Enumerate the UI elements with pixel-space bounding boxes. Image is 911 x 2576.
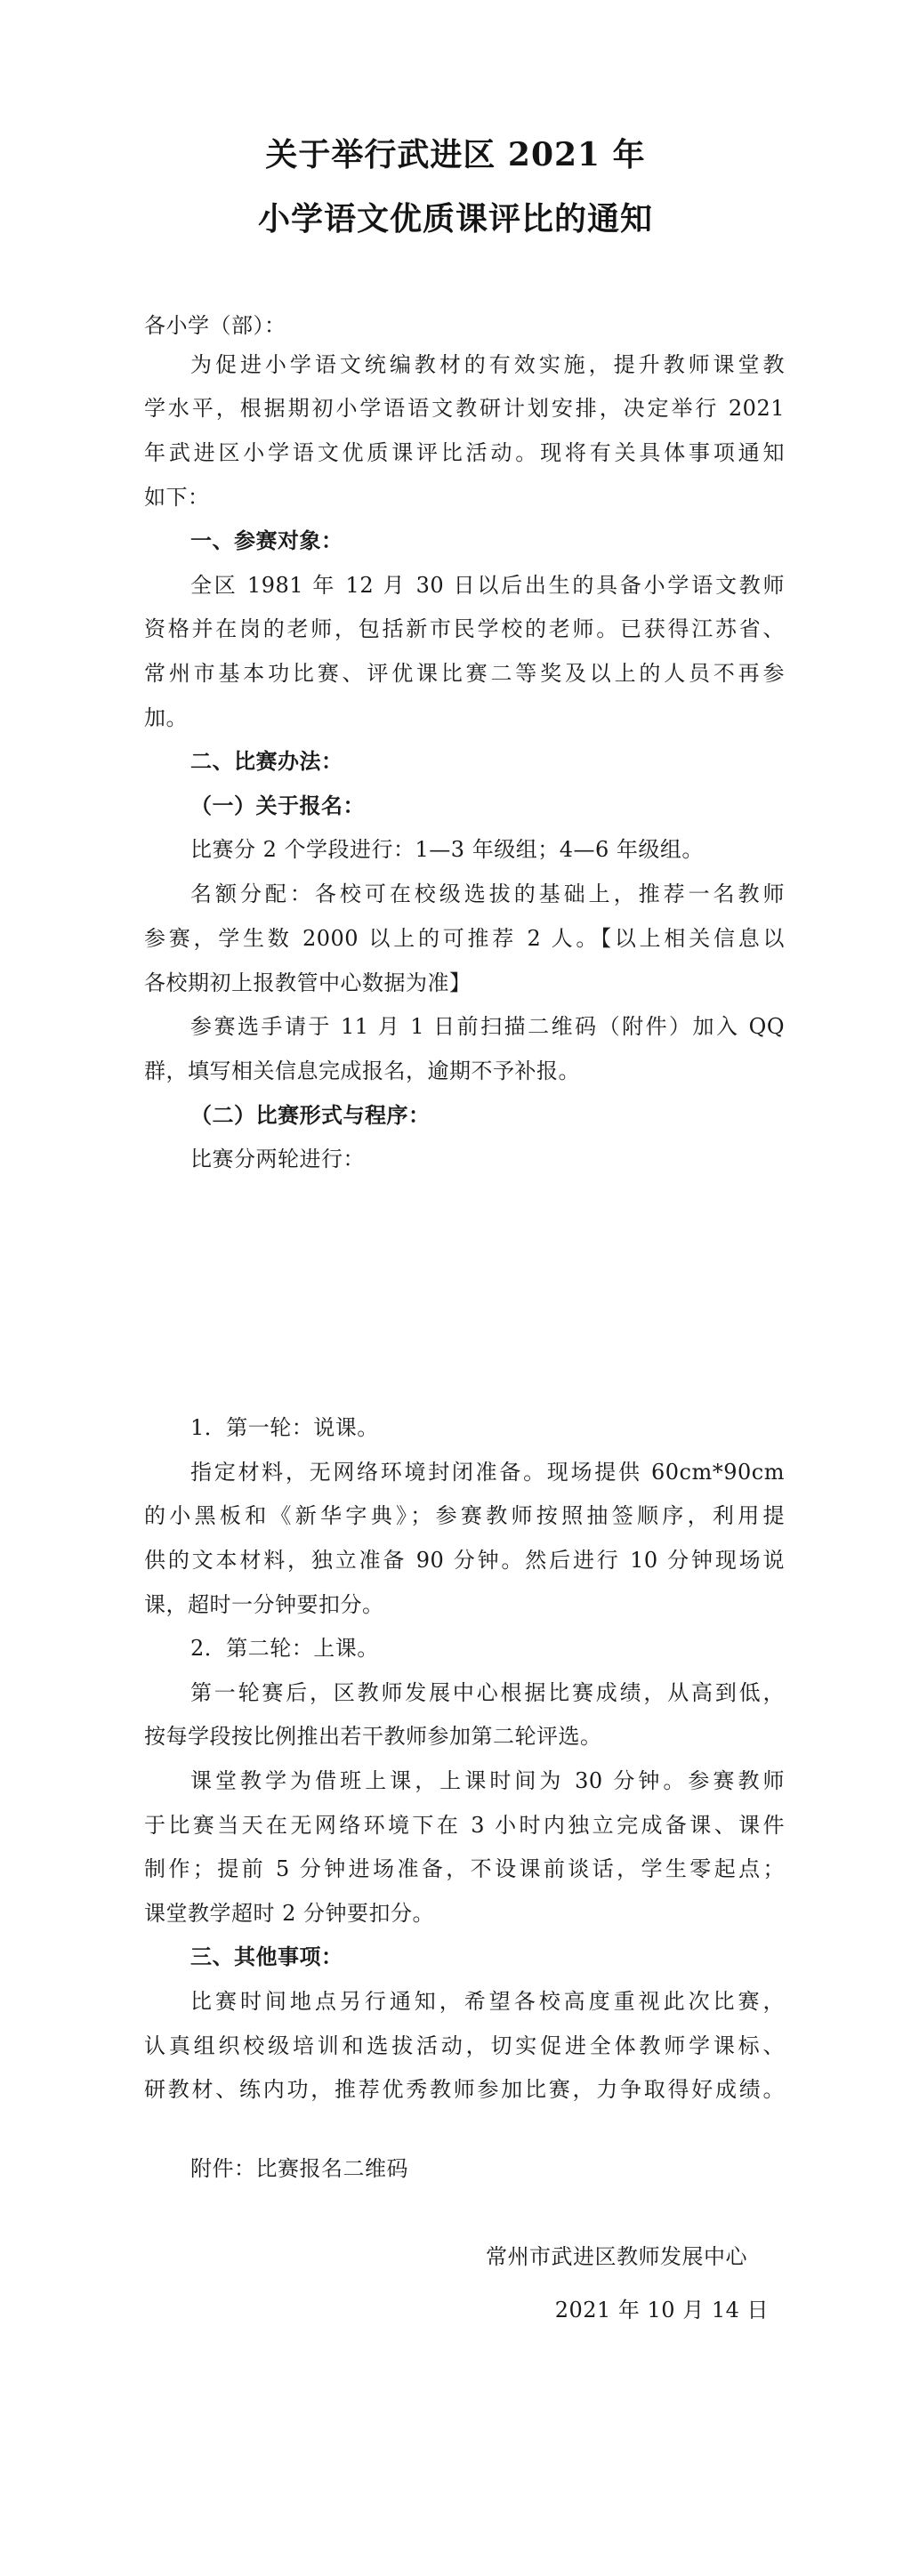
round1-line: 供的文本材料，独立准备 90 分钟。然后进行 10 分钟现场说 <box>144 1548 785 1573</box>
intro-line: 学水平，根据期初小学语语文教研计划安排，决定举行 2021 <box>144 396 785 421</box>
section-heading: 一、参赛对象： <box>190 527 343 553</box>
intro-line: 年武进区小学语文优质课评比活动。现将有关具体事项通知 <box>144 440 785 465</box>
section1-line: 加。 <box>144 705 188 730</box>
intro-line: 如下： <box>144 485 210 510</box>
round2-line: 于比赛当天在无网络环境下在 3 小时内独立完成备课、课件 <box>144 1813 785 1838</box>
section3-line: 认真组织校级培训和选拔活动，切实促进全体教师学课标、 <box>144 2033 785 2058</box>
section1-line: 常州市基本功比赛、评优课比赛二等奖及以上的人员不再参 <box>144 661 785 686</box>
round2-line: 第一轮赛后，区教师发展中心根据比赛成绩，从高到低， <box>190 1680 785 1705</box>
signup-line: 参赛选手请于 11 月 1 日前扫描二维码（附件）加入 QQ <box>190 1014 785 1039</box>
round1-heading: 1．第一轮：说课。 <box>190 1415 379 1440</box>
round2-line: 课堂教学超时 2 分钟要扣分。 <box>144 1901 435 1926</box>
salutation: 各小学（部）： <box>144 313 286 338</box>
round2-heading: 2．第二轮：上课。 <box>190 1636 379 1661</box>
signature-organization: 常州市武进区教师发展中心 <box>486 2244 747 2269</box>
attachment-note: 附件：比赛报名二维码 <box>190 2156 408 2181</box>
round1-line: 指定材料，无网络环境封闭准备。现场提供 60cm*90cm <box>190 1460 785 1485</box>
section-heading: 三、其他事项： <box>190 1944 343 1969</box>
quota-line: 各校期初上报教管中心数据为准】 <box>144 970 472 995</box>
round1-line: 的小黑板和《新华字典》；参赛教师按照抽签顺序，利用提 <box>144 1503 785 1528</box>
document-title-line-1: 关于举行武进区 2021 年 <box>265 136 646 173</box>
subsection-heading: （二）比赛形式与程序： <box>190 1102 431 1128</box>
signup-line: 群，填写相关信息完成报名，逾期不予补报。 <box>144 1059 580 1083</box>
document-title-line-2: 小学语文优质课评比的通知 <box>257 200 653 237</box>
round2-line: 制作；提前 5 分钟进场准备，不设课前谈话，学生零起点； <box>144 1856 785 1881</box>
registration-line: 比赛分 2 个学段进行：1—3 年级组；4—6 年级组。 <box>190 837 704 862</box>
round1-line: 课，超时一分钟要扣分。 <box>144 1592 384 1617</box>
round2-line: 按每学段按比例推出若干教师参加第二轮评选。 <box>144 1724 602 1749</box>
section1-line: 资格并在岗的老师，包括新市民学校的老师。已获得江苏省、 <box>144 616 785 641</box>
signature-date: 2021 年 10 月 14 日 <box>554 2298 769 2322</box>
subsection-heading: （一）关于报名： <box>190 793 365 818</box>
round2-line: 课堂教学为借班上课，上课时间为 30 分钟。参赛教师 <box>190 1768 785 1793</box>
section-heading: 二、比赛办法： <box>190 748 343 774</box>
section1-line: 全区 1981 年 12 月 30 日以后出生的具备小学语文教师 <box>190 573 785 598</box>
section3-line: 研教材、练内功，推荐优秀教师参加比赛，力争取得好成绩。 <box>144 2077 785 2102</box>
quota-line: 参赛，学生数 2000 以上的可推荐 2 人。【以上相关信息以 <box>144 926 785 951</box>
intro-line: 为促进小学语文统编教材的有效实施，提升教师课堂教 <box>190 352 785 377</box>
rounds-intro-line: 比赛分两轮进行： <box>190 1147 365 1171</box>
section3-line: 比赛时间地点另行通知，希望各校高度重视此次比赛， <box>190 1989 785 2014</box>
quota-line: 名额分配：各校可在校级选拔的基础上，推荐一名教师 <box>190 881 785 906</box>
